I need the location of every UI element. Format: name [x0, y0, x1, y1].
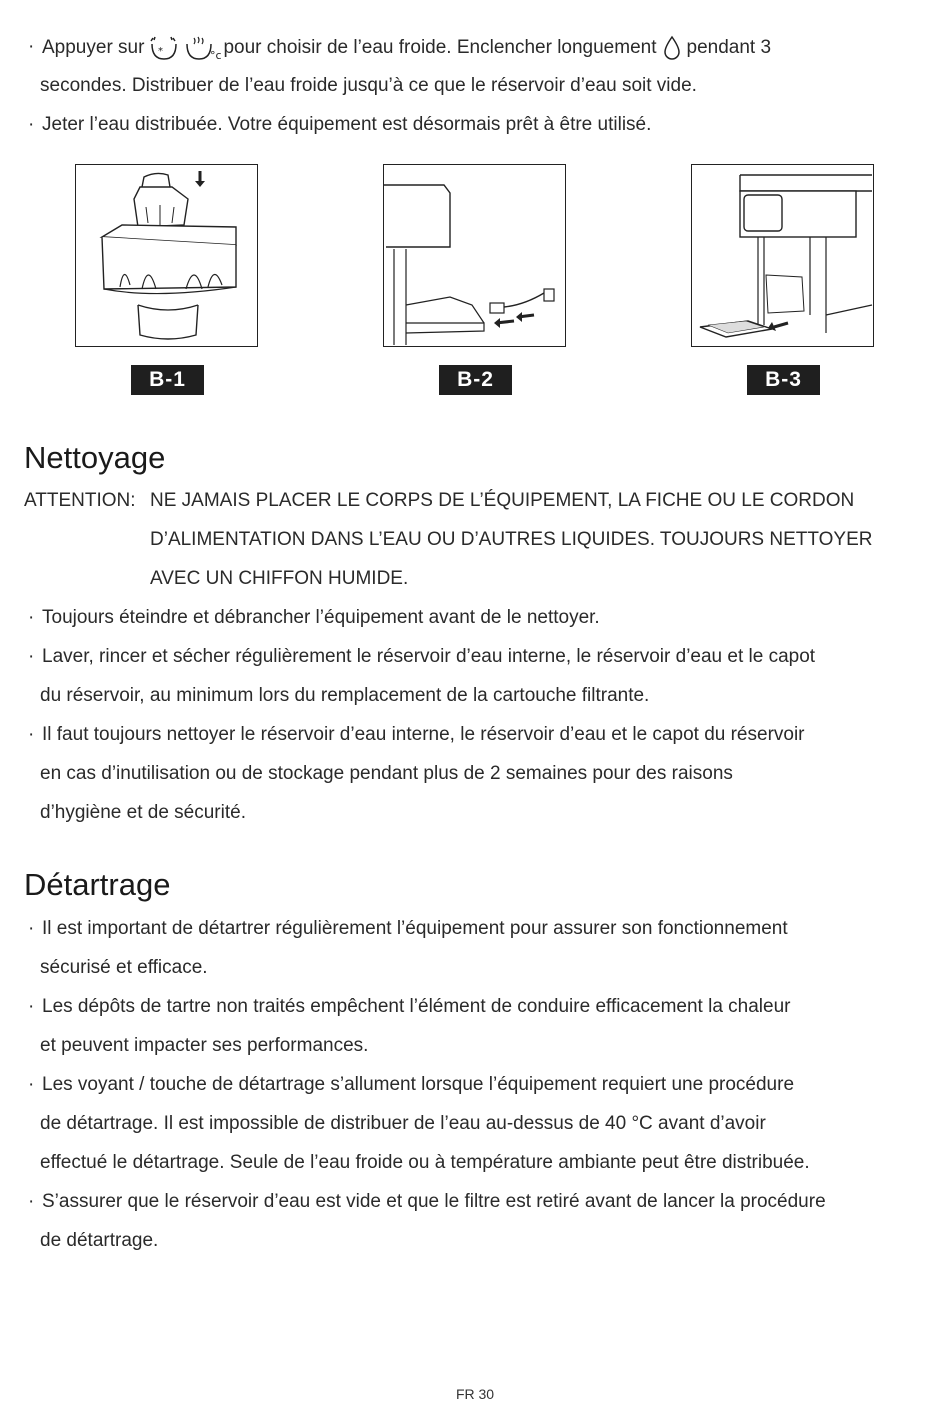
ambient-water-icon	[184, 35, 223, 62]
section-title-descaling: Détartrage	[24, 867, 171, 902]
water-drop-icon	[662, 35, 682, 61]
figure-b2-power-cord	[383, 164, 566, 347]
cold-water-icon	[149, 35, 179, 61]
bullet-dot: ·	[28, 646, 35, 667]
figure-label-b2: B-2	[439, 365, 512, 395]
svg-text:*: *	[158, 46, 164, 57]
figure-label-b3: B-3	[747, 365, 820, 395]
bullet-dot: ·	[28, 114, 35, 135]
svg-text:°c: °c	[210, 49, 223, 62]
bullet-dot: ·	[28, 1191, 35, 1212]
bullet-dot: ·	[28, 1074, 35, 1095]
bullet-dot: ·	[28, 996, 35, 1017]
drip-tray-illustration	[692, 165, 873, 346]
bullet-dot: ·	[28, 607, 35, 628]
intro-text: Appuyer sur	[42, 37, 145, 58]
filter-cartridge-illustration	[76, 165, 257, 346]
intro-text: pendant 3	[686, 37, 772, 58]
section-title-cleaning: Nettoyage	[24, 440, 166, 475]
bullet-dot: ·	[28, 724, 35, 745]
figure-label-b1: B-1	[131, 365, 204, 395]
intro-text: pour choisir de l’eau froide. Enclencher longuement	[223, 37, 657, 58]
figure-b1-filter-cartridge	[75, 164, 258, 347]
bullet-dot: ·	[28, 918, 35, 939]
figure-b3-drip-tray	[691, 164, 874, 347]
power-cord-illustration	[384, 165, 565, 346]
bullet-dot: ·	[28, 36, 35, 57]
warning-label: ATTENTION:	[24, 490, 136, 511]
page-number: FR 30	[455, 1386, 495, 1402]
